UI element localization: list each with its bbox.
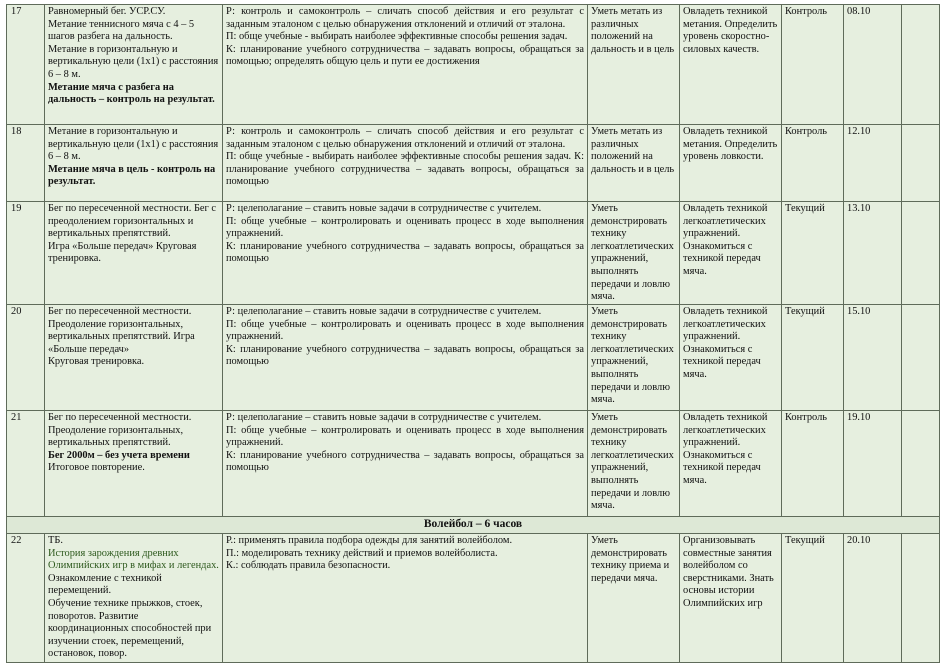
table-row xyxy=(7,125,940,202)
empty-cell xyxy=(902,202,940,305)
topic-text: Метание мяча с разбега на дальность – контроль на результат. xyxy=(48,81,215,106)
table-row xyxy=(7,534,940,663)
uud-text: Р: целеполагание – ставить новые задачи в сотрудничестве с учителем. xyxy=(226,306,542,317)
skills-cell: Уметь демонстрировать технику легкоатлетических упражнений, выполнять передачи и ловлю мяча. xyxy=(588,411,680,517)
uud-cell xyxy=(223,202,588,305)
result-cell: Организовывать совместные занятия волейболом со сверстниками. Знать основы истории Олимпийских игр xyxy=(680,534,782,663)
skills-cell: Уметь метать из различных положений на дальность и в цель xyxy=(588,5,680,125)
uud-text: Р: контроль и самоконтроль – сличать способ действия и его результат с заданным эталоном с целью обнаружения отклонений и отличий от эталона. xyxy=(226,6,584,30)
lesson-number: 22 xyxy=(7,534,45,663)
table-row xyxy=(7,5,940,125)
lesson-date: 08.10 xyxy=(844,5,902,125)
lesson-topic xyxy=(45,411,223,517)
uud-text: К: планирование учебного сотрудничества – задавать вопросы, обращаться за помощью xyxy=(226,240,584,265)
lesson-date: 20.10 xyxy=(844,534,902,663)
topic-text: Итоговое повторение. xyxy=(48,462,145,474)
section-title: Волейбол – 6 часов xyxy=(7,517,940,534)
lesson-topic xyxy=(45,305,223,411)
skills-cell: Уметь демонстрировать технику приема и передачи мяча. xyxy=(588,534,680,663)
topic-text: Равномерный бег. УСР.СУ. xyxy=(48,6,166,17)
uud-text: Р: контроль и самоконтроль – сличать способ действия и его результат с заданным эталоном с целью обнаружения отклонений и отличий от эталона. xyxy=(226,126,584,150)
topic-text: Ознакомление с техникой перемещений. xyxy=(48,572,162,597)
topic-text: Метание теннисного мяча с 4 – 5 шагов разбега на дальность. xyxy=(48,18,195,43)
section-header-row xyxy=(7,517,940,534)
topic-text: Метание мяча в цель - контроль на результат. xyxy=(48,163,216,188)
table-row xyxy=(7,411,940,517)
empty-cell xyxy=(902,125,940,202)
control-type: Текущий xyxy=(782,202,844,305)
uud-text: П: обще учебные - выбирать наиболее эффективные способы решения задач. К: планирование учебного сотрудничества – задавать вопросы, обращаться за помощью xyxy=(226,151,584,188)
lesson-topic xyxy=(45,534,223,663)
lesson-plan-table xyxy=(6,4,940,663)
uud-cell xyxy=(223,534,588,663)
table-row xyxy=(7,202,940,305)
uud-cell xyxy=(223,5,588,125)
uud-cell xyxy=(223,411,588,517)
topic-text: Метание в горизонтальную и вертикальную цели (1х1) с расстояния 6 – 8 м. xyxy=(48,126,219,163)
uud-text: П.: моделировать технику действий и приемов волейболиста. xyxy=(226,547,498,559)
topic-text: Бег 2000м – без учета времени xyxy=(48,449,190,461)
control-type: Текущий xyxy=(782,534,844,663)
skills-cell: Уметь метать из различных положений на дальность и в цель xyxy=(588,125,680,202)
topic-text: Обучение технике прыжков, стоек, поворотов. Развитие координационных способностей при изучении стоек, перемещений, остановок, повор. xyxy=(48,597,212,660)
lesson-date: 13.10 xyxy=(844,202,902,305)
lesson-date: 19.10 xyxy=(844,411,902,517)
topic-text: Бег по пересеченной местности. Преодоление горизонтальных, вертикальных препятствий. xyxy=(48,412,192,449)
uud-text: П: обще учебные – контролировать и оценивать процесс в ходе выполнения упражнений. xyxy=(226,318,584,343)
lesson-number: 18 xyxy=(7,125,45,202)
empty-cell xyxy=(902,411,940,517)
lesson-number: 17 xyxy=(7,5,45,125)
uud-text: П: обще учебные – контролировать и оценивать процесс в ходе выполнения упражнений. xyxy=(226,215,584,240)
skills-cell: Уметь демонстрировать технику легкоатлетических упражнений, выполнять передачи и ловлю мяча. xyxy=(588,202,680,305)
result-cell: Овладеть техникой легкоатлетических упражнений. Ознакомиться с техникой передач мяча. xyxy=(680,305,782,411)
topic-text: Бег по пересеченной местности. Бег с преодолением горизонтальных и вертикальных препятствий. xyxy=(48,203,217,240)
uud-text: П: обще учебные - выбирать наиболее эффективные способы решения задач. xyxy=(226,31,568,43)
uud-cell xyxy=(223,305,588,411)
lesson-number: 21 xyxy=(7,411,45,517)
table-row xyxy=(7,305,940,411)
uud-text: Р.: применять правила подбора одежды для занятий волейболом. xyxy=(226,535,513,546)
result-cell: Овладеть техникой легкоатлетических упражнений. Ознакомиться с техникой передач мяча. xyxy=(680,202,782,305)
lesson-number: 19 xyxy=(7,202,45,305)
uud-text: Р: целеполагание – ставить новые задачи в сотрудничестве с учителем. xyxy=(226,203,542,214)
uud-cell xyxy=(223,125,588,202)
topic-text: Игра «Больше передач» Круговая тренировка. xyxy=(48,240,197,265)
lesson-topic xyxy=(45,125,223,202)
lesson-topic xyxy=(45,5,223,125)
control-type: Контроль xyxy=(782,5,844,125)
uud-text: К: планирование учебного сотрудничества – задавать вопросы, обращаться за помощью; определять общую цель и пути ее достижения xyxy=(226,43,584,68)
empty-cell xyxy=(902,5,940,125)
result-cell: Овладеть техникой легкоатлетических упражнений. Ознакомиться с техникой передач мяча. xyxy=(680,411,782,517)
topic-text: История зарождения древних Олимпийских игр в мифах и легендах. xyxy=(48,547,219,572)
lesson-number: 20 xyxy=(7,305,45,411)
skills-cell: Уметь демонстрировать технику легкоатлетических упражнений, выполнять передачи и ловлю мяча. xyxy=(588,305,680,411)
uud-text: П: обще учебные – контролировать и оценивать процесс в ходе выполнения упражнений. xyxy=(226,424,584,449)
control-type: Контроль xyxy=(782,125,844,202)
table-body xyxy=(7,5,940,663)
control-type: Текущий xyxy=(782,305,844,411)
topic-text: Бег по пересеченной местности. Преодоление горизонтальных, вертикальных препятствий. Игра «Больше передач» xyxy=(48,306,195,355)
topic-text: Метание в горизонтальную и вертикальную цели (1х1) с расстояния 6 – 8 м. xyxy=(48,43,219,80)
empty-cell xyxy=(902,534,940,663)
topic-text: Круговая тренировка. xyxy=(48,356,145,368)
uud-text: К: планирование учебного сотрудничества – задавать вопросы, обращаться за помощью xyxy=(226,449,584,474)
result-cell: Овладеть техникой метания. Определить уровень скоростно-силовых качеств. xyxy=(680,5,782,125)
uud-text: К: планирование учебного сотрудничества – задавать вопросы, обращаться за помощью xyxy=(226,343,584,368)
result-cell: Овладеть техникой метания. Определить уровень ловкости. xyxy=(680,125,782,202)
uud-text: К.: соблюдать правила безопасности. xyxy=(226,560,391,572)
lesson-topic xyxy=(45,202,223,305)
topic-text: ТБ. xyxy=(48,535,63,546)
control-type: Контроль xyxy=(782,411,844,517)
lesson-date: 12.10 xyxy=(844,125,902,202)
lesson-date: 15.10 xyxy=(844,305,902,411)
empty-cell xyxy=(902,305,940,411)
uud-text: Р: целеполагание – ставить новые задачи в сотрудничестве с учителем. xyxy=(226,412,542,423)
